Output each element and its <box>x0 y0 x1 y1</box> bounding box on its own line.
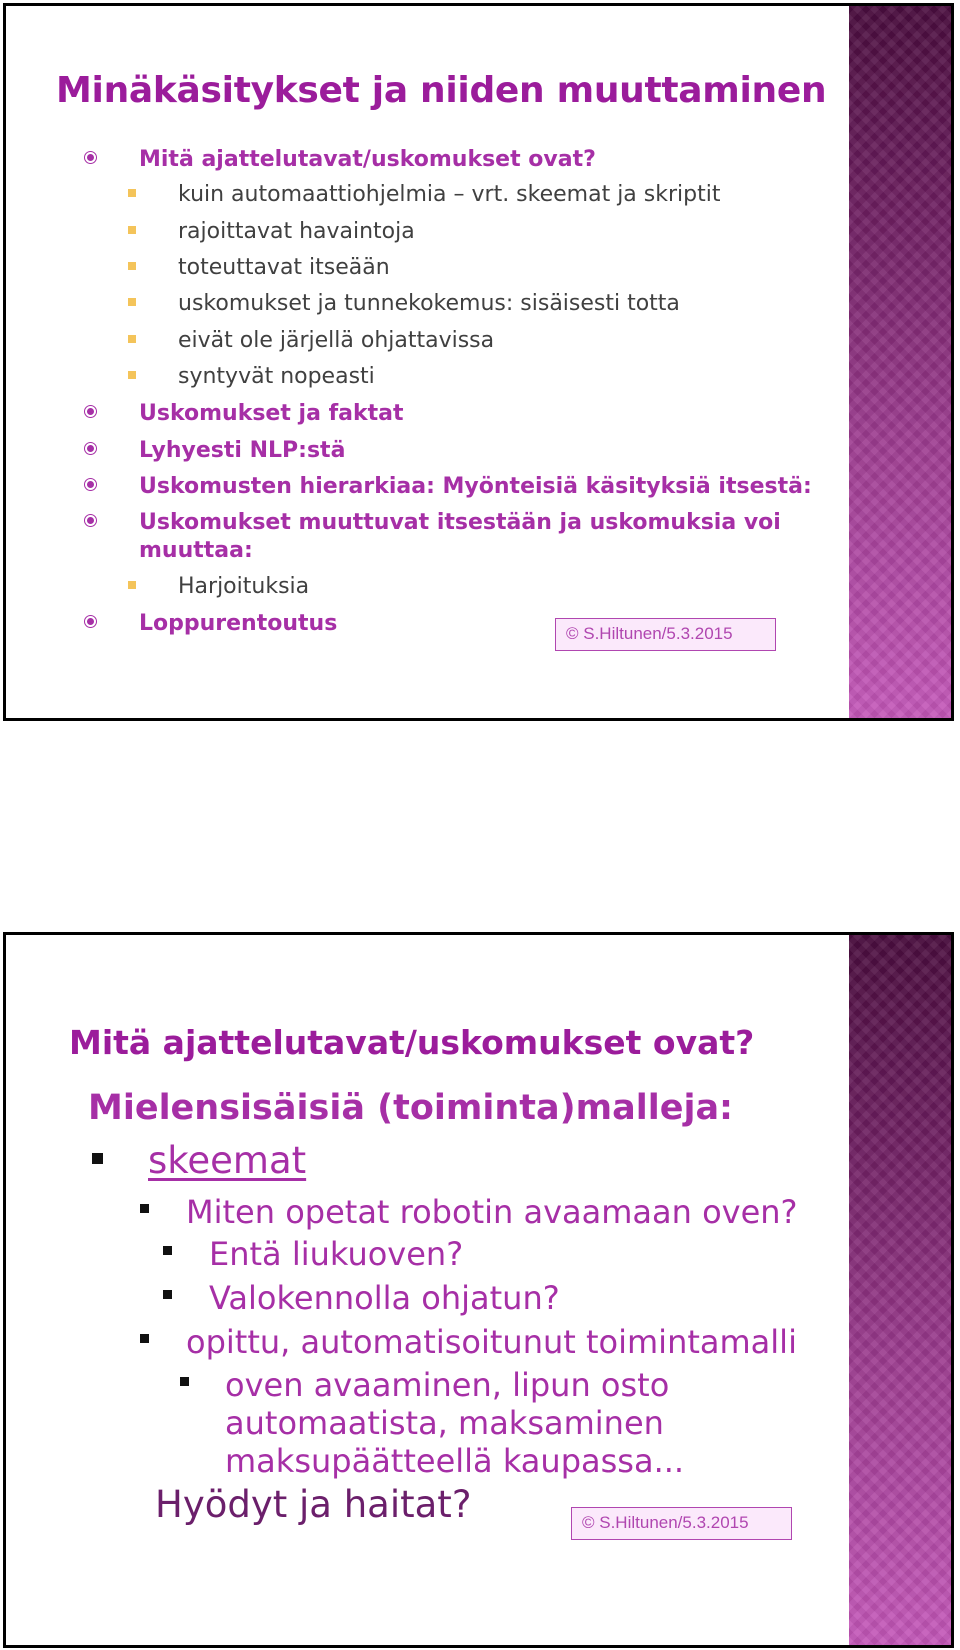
sub-bullet-item: toteuttavat itseään <box>178 255 390 280</box>
square-bullet-icon <box>163 1246 172 1255</box>
bullet-item: Uskomukset muuttuvat itsestään ja uskomuksia voi <box>139 510 781 535</box>
slide-1 <box>3 3 954 721</box>
square-bullet-icon <box>128 226 136 234</box>
skeemat-link-text: skeemat <box>148 1139 307 1182</box>
list-item: oven avaaminen, lipun osto <box>225 1366 670 1404</box>
square-bullet-icon <box>128 335 136 343</box>
list-item-continuation: automaatista, maksaminen <box>225 1404 664 1442</box>
credit-box: © S.Hiltunen/5.3.2015 <box>571 1507 792 1540</box>
slide-2-title: Mitä ajattelutavat/uskomukset ovat? <box>69 1023 755 1062</box>
bullet-item: Uskomusten hierarkiaa: Myönteisiä käsityksiä itsestä: <box>139 474 812 499</box>
ring-bullet-icon <box>84 151 97 164</box>
bullet-item: Lyhyesti NLP:stä <box>139 438 345 463</box>
square-bullet-icon <box>180 1377 189 1386</box>
list-item: Miten opetat robotin avaamaan oven? <box>186 1193 798 1231</box>
list-item: opittu, automatisoitunut toimintamalli <box>186 1323 797 1361</box>
square-bullet-icon <box>128 189 136 197</box>
sub-bullet-item: Harjoituksia <box>178 574 309 599</box>
slide-1-title: Minäkäsitykset ja niiden muuttaminen <box>56 70 827 111</box>
question-text: Hyödyt ja haitat? <box>155 1483 472 1526</box>
slide-2 <box>3 932 954 1648</box>
sub-bullet-item: kuin automaattiohjelmia – vrt. skeemat ja skriptit <box>178 182 720 207</box>
sub-bullet-item: rajoittavat havaintoja <box>178 219 415 244</box>
credit-box: © S.Hiltunen/5.3.2015 <box>555 618 776 651</box>
square-bullet-icon <box>92 1153 103 1164</box>
sub-bullet-item: syntyvät nopeasti <box>178 364 375 389</box>
ring-bullet-icon <box>84 405 97 418</box>
bullet-item-continuation: muuttaa: <box>139 538 253 563</box>
list-item: Entä liukuoven? <box>209 1235 464 1273</box>
square-bullet-icon <box>140 1334 149 1343</box>
ring-bullet-icon <box>84 615 97 628</box>
slide-2-heading: Mielensisäisiä (toiminta)malleja: <box>88 1088 734 1128</box>
bullet-item: Uskomukset ja faktat <box>139 401 404 426</box>
list-item: Valokennolla ohjatun? <box>209 1279 560 1317</box>
square-bullet-icon <box>128 262 136 270</box>
bullet-item: Mitä ajattelutavat/uskomukset ovat? <box>139 147 596 172</box>
sub-bullet-item: uskomukset ja tunnekokemus: sisäisesti totta <box>178 291 680 316</box>
ring-bullet-icon <box>84 514 97 527</box>
square-bullet-icon <box>128 298 136 306</box>
ring-bullet-icon <box>84 442 97 455</box>
decorative-side-band <box>849 935 951 1645</box>
square-bullet-icon <box>140 1204 149 1213</box>
square-bullet-icon <box>163 1290 172 1299</box>
square-bullet-icon <box>128 371 136 379</box>
list-item-continuation: maksupäätteellä kaupassa... <box>225 1442 685 1480</box>
slide-1-bullet-list <box>6 6 951 718</box>
bullet-item: Loppurentoutus <box>139 611 337 636</box>
ring-bullet-icon <box>84 478 97 491</box>
square-bullet-icon <box>128 581 136 589</box>
sub-bullet-item: eivät ole järjellä ohjattavissa <box>178 328 494 353</box>
